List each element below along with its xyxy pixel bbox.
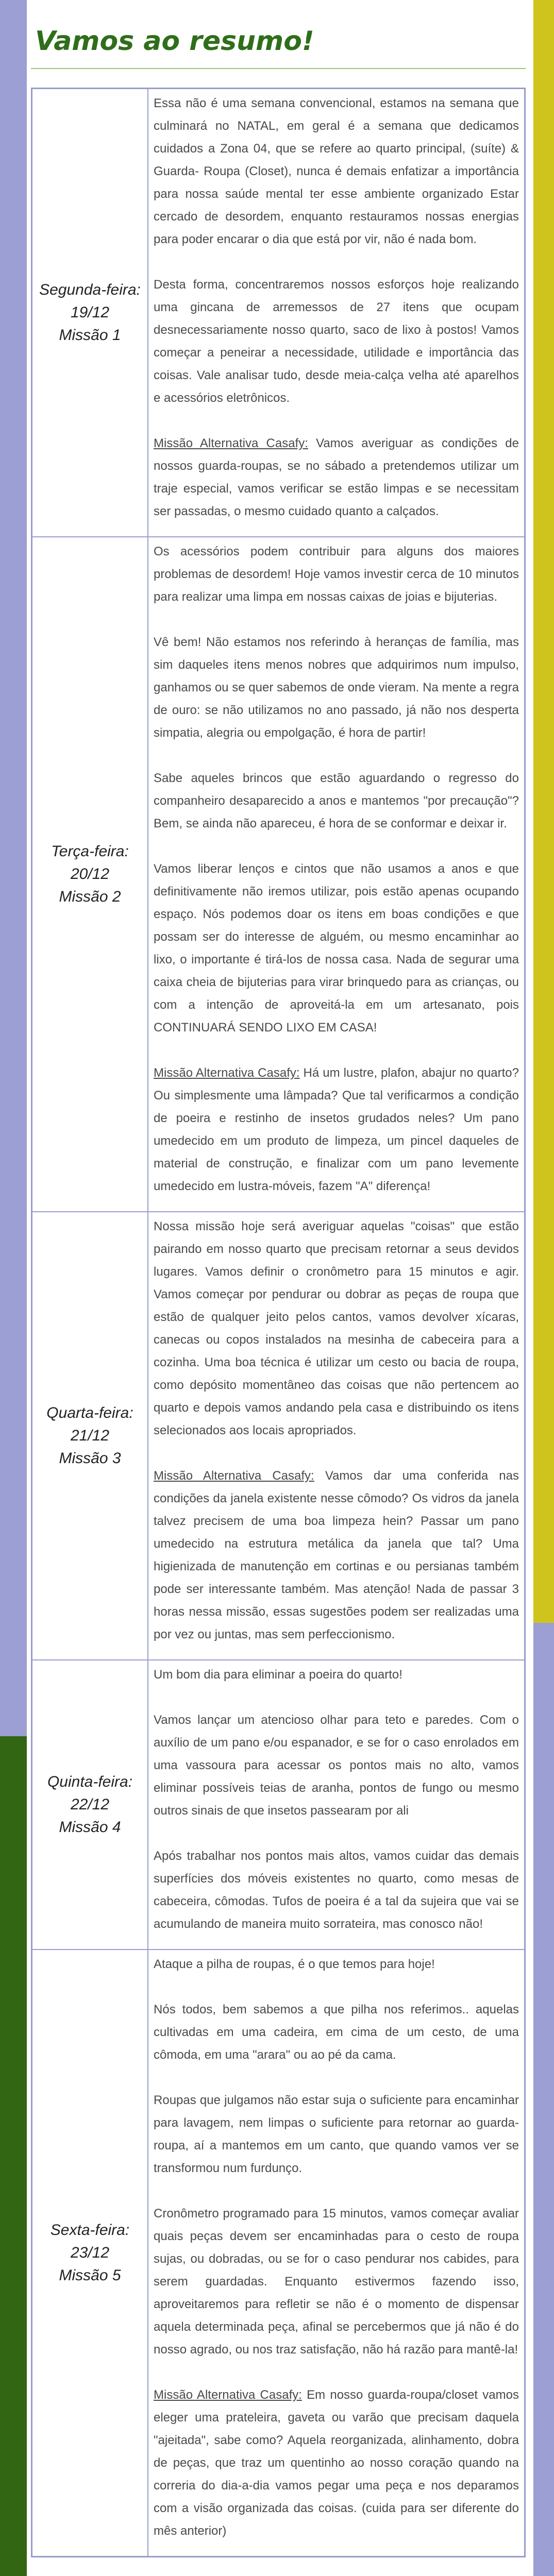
paragraph-text: Ataque a pilha de roupas, é o que temos para hoje! bbox=[154, 1957, 435, 1971]
table-row bbox=[32, 1212, 525, 1660]
date-label: 20/12 bbox=[70, 866, 110, 883]
left-color-bar-bottom bbox=[0, 1736, 27, 2576]
mission-paragraph bbox=[154, 2089, 519, 2180]
mission-paragraph bbox=[154, 1998, 519, 2066]
title-divider bbox=[31, 68, 526, 69]
mission-label: Missão 5 bbox=[59, 2267, 121, 2284]
mission-paragraph bbox=[154, 1845, 519, 1936]
mission-paragraph bbox=[154, 2384, 519, 2543]
table-row bbox=[32, 537, 525, 1212]
mission-description-cell bbox=[148, 1212, 525, 1660]
paragraph-text: Vamos lançar um atencioso olhar para teto e paredes. Com o auxílio de um pano e/ou espanador, e se for o caso enrolados em uma vassoura para acessar os pontos mais no alto, vamos eliminar possíveis teias de aranha, pontos de fungo ou mesmo outros sinais de que insetos passearam por ali bbox=[154, 1713, 519, 1818]
right-color-bar-bottom bbox=[533, 1623, 554, 2576]
mission-paragraph bbox=[154, 1062, 519, 1198]
day-label: Quinta-feira: bbox=[47, 1773, 133, 1790]
mission-description-cell bbox=[148, 1950, 525, 2557]
alternative-mission-label: Missão Alternativa Casafy: bbox=[154, 1469, 314, 1483]
paragraph-text: Nossa missão hoje será averiguar aquelas "coisas" que estão pairando em nosso quarto que precisam retornar a seus devidos lugares. Vamos definir o cronômetro para 15 minutos e agir. Vamos começar por pendurar ou dobrar as peças de roupa que estão de qualquer jeito pelos cantos, vamos devolver xícaras, canecas ou copos instalados na mesinha de cabeceira para a cozinha. Uma boa técnica é utilizar um cesto ou bacia de roupa, como depósito momentâneo das coisas que não pertencem ao quarto e depois vamos andando pela casa e distribuindo os itens selecionados aos locais apropriados. bbox=[154, 1219, 519, 1437]
mission-paragraph bbox=[154, 1953, 519, 1976]
paragraph-text: Vamos averiguar as condições de nossos guarda-roupas, se no sábado a pretendemos utilizar um traje especial, vamos verificar se estão limpas e se necessitam ser passadas, o mesmo cuidado quanto a calçados. bbox=[154, 436, 519, 518]
date-label: 23/12 bbox=[70, 2244, 110, 2261]
mission-paragraph bbox=[154, 92, 519, 251]
paragraph-text: Vê bem! Não estamos nos referindo à heranças de família, mas sim daqueles itens menos nobres que adquirimos num impulso, ganhamos ou se quer sabemos de onde vieram. Na mente a regra de ouro: se não utilizamos no ano passado, já não nos desperta simpatia, alegria ou empolgação, é hora de partir! bbox=[154, 635, 519, 740]
day-label: Sexta-feira: bbox=[50, 2222, 130, 2239]
day-cell bbox=[32, 1212, 148, 1660]
mission-description-cell bbox=[148, 537, 525, 1212]
mission-label: Missão 3 bbox=[59, 1450, 121, 1467]
paragraph-text: Vamos dar uma conferida nas condições da janela existente nesse cômodo? Os vidros da janela talvez precisem de uma boa limpeza hein? Passar um pano umedecido na estrutura metálica da janela que tal? Uma higienizada de manutenção em cortinas e ou persianas também pode ser interessante também. Mas atenção! Nada de passar 3 horas nessa missão, essas sugestões podem ser realizadas uma por vez ou juntas, mas sem perfeccionismo. bbox=[154, 1469, 519, 1641]
day-cell bbox=[32, 537, 148, 1212]
mission-paragraph bbox=[154, 1215, 519, 1442]
mission-paragraph bbox=[154, 858, 519, 1039]
page-title: Vamos ao resumo! bbox=[35, 26, 314, 57]
paragraph-text: Após trabalhar nos pontos mais altos, vamos cuidar das demais superfícies dos móveis existentes no quarto, como mesas de cabeceira, cômodas. Tufos de poeira é a tal da sujeira que vai se acumulando de maneira muito sorrateira, mas conosco não! bbox=[154, 1849, 519, 1931]
alternative-mission-label: Missão Alternativa Casafy: bbox=[154, 1066, 300, 1080]
date-label: 22/12 bbox=[70, 1796, 110, 1813]
mission-paragraph bbox=[154, 1664, 519, 1686]
table-row bbox=[32, 1660, 525, 1950]
mission-paragraph bbox=[154, 767, 519, 835]
alternative-mission-label: Missão Alternativa Casafy: bbox=[154, 436, 308, 450]
table-row bbox=[32, 1950, 525, 2557]
day-cell bbox=[32, 1660, 148, 1950]
right-color-bar-top bbox=[533, 0, 554, 1623]
mission-paragraph bbox=[154, 1465, 519, 1646]
mission-paragraph bbox=[154, 631, 519, 744]
mission-label: Missão 2 bbox=[59, 888, 121, 905]
paragraph-text: Há um lustre, plafon, abajur no quarto? Ou simplesmente uma lâmpada? Que tal verificarmos a condição de poeira e restinho de insetos grudados neles? Um pano umedecido em um produto de limpeza, um pincel daqueles de material de construção, e finalizar com um pano levemente umedecido em lustra-móveis, fazem "A" diferença! bbox=[154, 1066, 519, 1193]
paragraph-text: Essa não é uma semana convencional, estamos na semana que culminará no NATAL, em geral é a semana que dedicamos cuidados a Zona 04, que se refere ao quarto principal, (suíte) & Guarda- Roupa (Closet), nunca é demais enfatizar a importância para nossa saúde mental ter esse ambiente organizado Estar cercado de desordem, enquanto restauramos nossas energias para poder encarar o dia que está por vir, não é nada bom. bbox=[154, 96, 519, 246]
left-color-bar-top bbox=[0, 0, 27, 1736]
paragraph-text: Os acessórios podem contribuir para alguns dos maiores problemas de desordem! Hoje vamos investir cerca de 10 minutos para realizar uma limpa em nossas caixas de joias e bijuterias. bbox=[154, 545, 519, 604]
document-sheet bbox=[27, 0, 533, 2576]
day-label: Segunda-feira: bbox=[39, 281, 141, 298]
alternative-mission-label: Missão Alternativa Casafy: bbox=[154, 2388, 302, 2402]
paragraph-text: Em nosso guarda-roupa/closet vamos eleger uma prateleira, gaveta ou varão que precisam daquela "ajeitada", sabe como? Aquela reorganizada, alinhamento, dobra de peças, que traz um quentinho ao nosso coração quando na correria do dia-a-dia vamos pegar uma peça e nos deparamos com a visão organizada das coisas. (cuida para ser diferente do mês anterior) bbox=[154, 2388, 519, 2538]
mission-paragraph bbox=[154, 540, 519, 608]
mission-paragraph bbox=[154, 432, 519, 523]
table-row bbox=[32, 89, 525, 537]
paragraph-text: Sabe aqueles brincos que estão aguardando o regresso do companheiro desaparecido a anos e mantemos "por precaução"? Bem, se ainda não apareceu, é hora de se conformar e deixar ir. bbox=[154, 771, 519, 831]
paragraph-text: Roupas que julgamos não estar suja o suficiente para encaminhar para lavagem, nem limpas o suficiente para retornar ao guarda-roupa, aí a mantemos em um canto, que quando vamos ver se transformou num furdunço. bbox=[154, 2093, 519, 2175]
paragraph-text: Cronômetro programado para 15 minutos, vamos começar avaliar quais peças devem ser encaminhadas para o cesto de roupa sujas, ou dobradas, ou se for o caso pendurar nos cabides, para serem guardadas. Enquanto estivermos fazendo isso, aproveitaremos para refletir se não é o momento de dispensar aquela determinada peça, afinal se percebermos que já não é do nosso agrado, ou nos traz satisfação, não há razão para mantê-la! bbox=[154, 2207, 519, 2357]
mission-label: Missão 4 bbox=[59, 1819, 121, 1836]
paragraph-text: Desta forma, concentraremos nossos esforços hoje realizando uma gincana de arremessos de 27 itens que ocupam desnecessariamente nosso quarto, saco de lixo à postos! Vamos começar a peneirar a necessidade, utilidade e importância das coisas. Vale analisar tudo, desde meia-calça velha até aparelhos e acessórios eletrônicos. bbox=[154, 278, 519, 405]
mission-description-cell bbox=[148, 1660, 525, 1950]
mission-label: Missão 1 bbox=[59, 327, 121, 344]
mission-description-cell bbox=[148, 89, 525, 537]
paragraph-text: Vamos liberar lenços e cintos que não usamos a anos e que definitivamente não iremos utilizar, pois estão apenas ocupando espaço. Nós podemos doar os itens em boas condições e que possam ser do interesse de alguém, ou mesmo encaminhar ao lixo, o importante é tirá-los de nossa casa. Nada de segurar uma caixa cheia de bijuterias para virar brinquedo para as crianças, ou com a intenção de aproveitá-la em um artesanato, pois CONTINUARÁ SENDO LIXO EM CASA! bbox=[154, 862, 519, 1035]
day-cell bbox=[32, 89, 148, 537]
date-label: 19/12 bbox=[70, 304, 110, 321]
day-label: Quarta-feira: bbox=[46, 1404, 133, 1421]
day-cell bbox=[32, 1950, 148, 2557]
weekly-summary-table bbox=[31, 88, 526, 2557]
paragraph-text: Um bom dia para eliminar a poeira do quarto! bbox=[154, 1668, 402, 1682]
mission-paragraph bbox=[154, 274, 519, 410]
mission-paragraph bbox=[154, 2202, 519, 2361]
paragraph-text: Nós todos, bem sabemos a que pilha nos referimos.. aquelas cultivadas em uma cadeira, em cima de um cesto, de uma cômoda, em uma "arara" ou ao pé da cama. bbox=[154, 2003, 519, 2062]
day-label: Terça-feira: bbox=[51, 843, 129, 860]
date-label: 21/12 bbox=[70, 1427, 110, 1444]
mission-paragraph bbox=[154, 1709, 519, 1822]
summary-table-body bbox=[32, 89, 525, 2557]
